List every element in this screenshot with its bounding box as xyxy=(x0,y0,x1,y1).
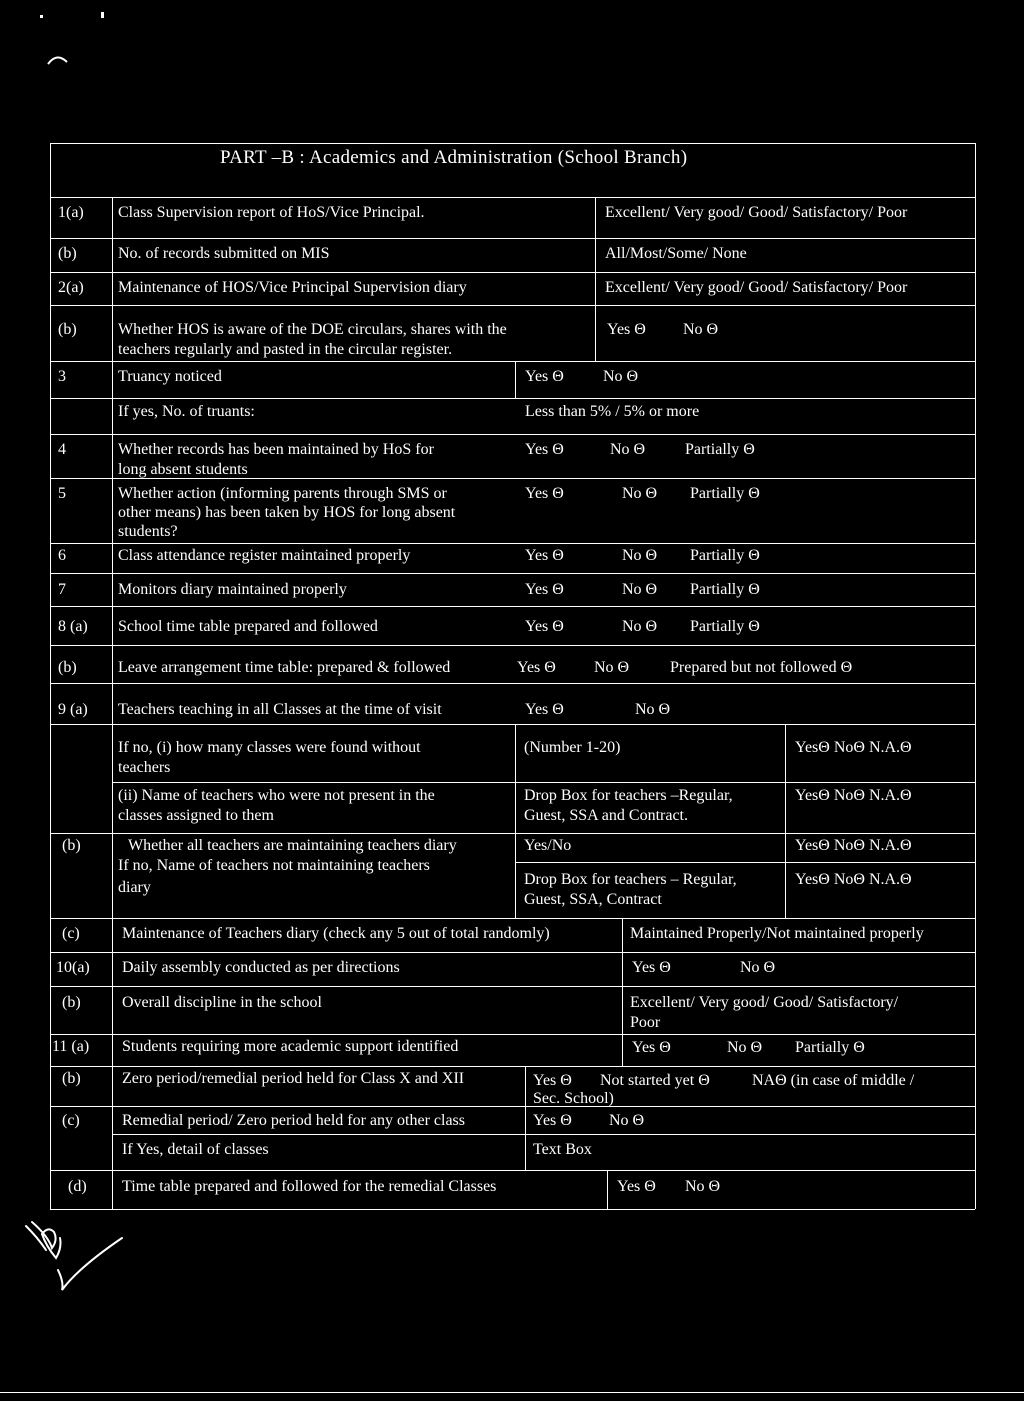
yes-option[interactable]: Yes Θ xyxy=(525,581,564,598)
no-option[interactable]: No Θ xyxy=(683,321,719,338)
yes-no-na-options[interactable]: YesΘ NoΘ N.A.Θ xyxy=(795,787,912,804)
handwritten-signature xyxy=(18,1218,138,1298)
partially-option[interactable]: Partially Θ xyxy=(690,618,760,635)
rating-options[interactable]: All/Most/Some/ None xyxy=(605,245,747,262)
yes-no-na-options[interactable]: YesΘ NoΘ N.A.Θ xyxy=(795,837,912,854)
yes-option[interactable]: Yes Θ xyxy=(525,618,564,635)
row-item: Truancy noticed xyxy=(118,368,222,385)
yes-no-na-options[interactable]: YesΘ NoΘ N.A.Θ xyxy=(795,871,912,888)
row-number: (b) xyxy=(62,837,81,854)
rating-options[interactable]: Maintained Properly/Not maintained properly xyxy=(630,925,924,942)
yes-option[interactable]: Yes Θ xyxy=(525,441,564,458)
row-item: Class Supervision report of HoS/Vice Principal. xyxy=(118,204,425,221)
row-item: Daily assembly conducted as per directions xyxy=(122,959,400,976)
row-item: (ii) Name of teachers who were not present in the xyxy=(118,787,435,804)
no-option[interactable]: No Θ xyxy=(622,581,658,598)
row-number: 1(a) xyxy=(58,204,84,221)
not-started-option[interactable]: Not started yet Θ xyxy=(600,1072,710,1089)
row-number: (b) xyxy=(58,659,77,676)
row-item: If yes, No. of truants: xyxy=(118,403,255,420)
bottom-divider xyxy=(0,1392,1024,1393)
yes-no-field[interactable]: Yes/No xyxy=(524,837,572,854)
yes-option[interactable]: Yes Θ xyxy=(517,659,556,676)
no-option[interactable]: No Θ xyxy=(609,1112,645,1129)
yes-option[interactable]: Yes Θ xyxy=(632,1039,671,1056)
partially-option[interactable]: Partially Θ xyxy=(690,581,760,598)
yes-option[interactable]: Yes Θ xyxy=(525,701,564,718)
rating-options[interactable]: Excellent/ Very good/ Good/ Satisfactory/ xyxy=(630,994,899,1011)
row-number: 6 xyxy=(58,547,66,564)
row-item: If no, Name of teachers not maintaining teachers xyxy=(118,857,430,874)
yes-option[interactable]: Yes Θ xyxy=(525,368,564,385)
row-item: teachers regularly and pasted in the circular register. xyxy=(118,341,453,358)
partially-option[interactable]: Partially Θ xyxy=(690,547,760,564)
teacher-drop-box[interactable]: Guest, SSA and Contract. xyxy=(524,807,688,824)
yes-option[interactable]: Yes Θ xyxy=(617,1178,656,1195)
yes-option[interactable]: Yes Θ xyxy=(533,1112,572,1129)
scan-speck-mark xyxy=(40,15,43,18)
no-option[interactable]: No Θ xyxy=(622,485,658,502)
number-field[interactable]: (Number 1-20) xyxy=(524,739,621,756)
row-item: long absent students xyxy=(118,461,248,478)
no-option[interactable]: No Θ xyxy=(685,1178,721,1195)
row-item: classes assigned to them xyxy=(118,807,274,824)
no-option[interactable]: No Θ xyxy=(603,368,639,385)
row-number: 2(a) xyxy=(58,279,84,296)
no-option[interactable]: No Θ xyxy=(740,959,776,976)
rating-options[interactable]: Poor xyxy=(630,1014,661,1031)
row-item: If no, (i) how many classes were found without xyxy=(118,739,421,756)
row-number: 8 (a) xyxy=(58,618,88,635)
section-title: PART –B : Academics and Administration (School Branch) xyxy=(220,147,688,168)
rating-options[interactable]: Excellent/ Very good/ Good/ Satisfactory/ Poor xyxy=(605,279,908,296)
na-option-note: Sec. School) xyxy=(533,1090,614,1107)
classes-text-box[interactable]: Text Box xyxy=(533,1141,592,1158)
yes-no-na-options[interactable]: YesΘ NoΘ N.A.Θ xyxy=(795,739,912,756)
na-option[interactable]: NAΘ (in case of middle / xyxy=(752,1072,915,1089)
yes-option[interactable]: Yes Θ xyxy=(632,959,671,976)
row-item: students? xyxy=(118,523,178,540)
row-item: Monitors diary maintained properly xyxy=(118,581,347,598)
scan-arc-mark xyxy=(45,50,75,70)
row-number: 4 xyxy=(58,441,66,458)
no-option[interactable]: No Θ xyxy=(622,618,658,635)
row-item: School time table prepared and followed xyxy=(118,618,378,635)
row-number: (b) xyxy=(58,245,77,262)
teacher-drop-box[interactable]: Guest, SSA, Contract xyxy=(524,891,662,908)
row-number: (b) xyxy=(62,994,81,1011)
no-option[interactable]: No Θ xyxy=(635,701,671,718)
partially-option[interactable]: Partially Θ xyxy=(685,441,755,458)
row-item: Whether HOS is aware of the DOE circulars, shares with the xyxy=(118,321,507,338)
row-number: (c) xyxy=(62,1112,80,1129)
row-item: Maintenance of Teachers diary (check any 5 out of total randomly) xyxy=(122,925,550,942)
row-item: diary xyxy=(118,879,151,896)
row-item: Zero period/remedial period held for Class X and XII xyxy=(122,1070,465,1087)
row-number: (c) xyxy=(62,925,80,942)
no-option[interactable]: No Θ xyxy=(610,441,646,458)
row-item: Class attendance register maintained properly xyxy=(118,547,411,564)
row-item: If Yes, detail of classes xyxy=(122,1141,269,1158)
no-option[interactable]: No Θ xyxy=(727,1039,763,1056)
row-item: Teachers teaching in all Classes at the time of visit xyxy=(118,701,442,718)
rating-options[interactable]: Excellent/ Very good/ Good/ Satisfactory/ Poor xyxy=(605,204,908,221)
teacher-drop-box[interactable]: Drop Box for teachers –Regular, xyxy=(524,787,733,804)
no-option[interactable]: No Θ xyxy=(622,547,658,564)
row-number: 9 (a) xyxy=(58,701,88,718)
row-number: 10(a) xyxy=(56,959,90,976)
row-item: teachers xyxy=(118,759,171,776)
row-item: Whether records has been maintained by HoS for xyxy=(118,441,434,458)
row-item: Whether all teachers are maintaining teachers diary xyxy=(128,837,457,854)
row-number: 5 xyxy=(58,485,66,502)
row-number: 7 xyxy=(58,581,66,598)
row-item: Leave arrangement time table: prepared & followed xyxy=(118,659,451,676)
row-number: 11 (a) xyxy=(52,1038,90,1055)
yes-option[interactable]: Yes Θ xyxy=(525,485,564,502)
row-item: Remedial period/ Zero period held for any other class xyxy=(122,1112,465,1129)
row-item: other means) has been taken by HOS for long absent xyxy=(118,504,456,521)
row-item: Students requiring more academic support identified xyxy=(122,1038,459,1055)
rating-options[interactable]: Less than 5% / 5% or more xyxy=(525,403,700,420)
partially-option[interactable]: Partially Θ xyxy=(795,1039,865,1056)
no-option[interactable]: No Θ xyxy=(594,659,630,676)
row-item: Whether action (informing parents through SMS or xyxy=(118,485,447,502)
row-number: (d) xyxy=(68,1178,87,1195)
prepared-not-followed-option[interactable]: Prepared but not followed Θ xyxy=(670,659,853,676)
yes-option[interactable]: Yes Θ xyxy=(607,321,646,338)
teacher-drop-box[interactable]: Drop Box for teachers – Regular, xyxy=(524,871,737,888)
row-item: Maintenance of HOS/Vice Principal Supervision diary xyxy=(118,279,467,296)
row-number: (b) xyxy=(62,1070,81,1087)
yes-option[interactable]: Yes Θ xyxy=(525,547,564,564)
row-item: Time table prepared and followed for the remedial Classes xyxy=(122,1178,497,1195)
row-item: No. of records submitted on MIS xyxy=(118,245,330,262)
partially-option[interactable]: Partially Θ xyxy=(690,485,760,502)
row-item: Overall discipline in the school xyxy=(122,994,322,1011)
row-number: (b) xyxy=(58,321,77,338)
row-number: 3 xyxy=(58,368,66,385)
scan-speck-mark xyxy=(101,12,104,18)
yes-option[interactable]: Yes Θ xyxy=(533,1072,572,1089)
